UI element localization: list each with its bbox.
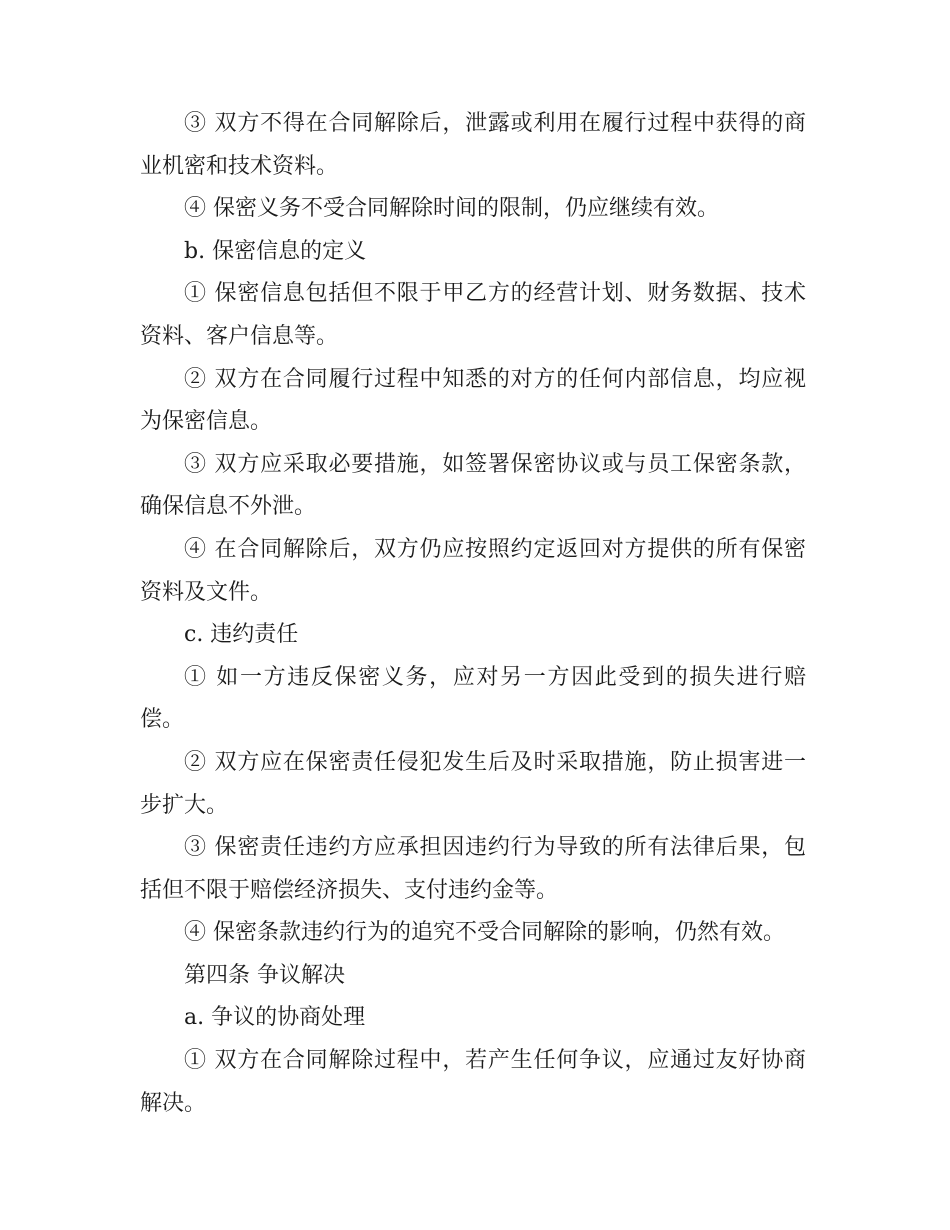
- paragraph: ③ 双方不得在合同解除后，泄露或利用在履行过程中获得的商业机密和技术资料。: [140, 111, 806, 179]
- paragraph: ④ 保密条款违约行为的追究不受合同解除的影响，仍然有效。: [184, 920, 785, 946]
- paragraph: ① 双方在合同解除过程中，若产生任何争议，应通过友好协商解决。: [140, 1048, 806, 1116]
- paragraph: ④ 保密义务不受合同解除时间的限制，仍应继续有效。: [184, 196, 719, 222]
- paragraph: ② 双方在合同履行过程中知悉的对方的任何内部信息，均应视为保密信息。: [140, 366, 806, 435]
- section-heading: b. 保密信息的定义: [184, 238, 367, 264]
- article-heading: 第四条 争议解决: [184, 962, 345, 988]
- paragraph: ③ 双方应采取必要措施，如签署保密协议或与员工保密条款，确保信息不外泄。: [140, 451, 806, 520]
- document-body: [140, 103, 806, 1125]
- paragraph: ② 双方应在保密责任侵犯发生后及时采取措施，防止损害进一步扩大。: [140, 749, 806, 818]
- section-heading: a. 争议的协商处理: [184, 1005, 366, 1031]
- paragraph: ① 保密信息包括但不限于甲乙方的经营计划、财务数据、技术资料、客户信息等。: [140, 281, 806, 349]
- section-heading: c. 违约责任: [184, 622, 299, 648]
- paragraph: ③ 保密责任违约方应承担因违约行为导致的所有法律后果，包括但不限于赔偿经济损失、支付违约金等。: [140, 835, 806, 903]
- paragraph: ④ 在合同解除后，双方仍应按照约定返回对方提供的所有保密资料及文件。: [140, 536, 806, 605]
- paragraph: ① 如一方违反保密义务，应对另一方因此受到的损失进行赔偿。: [140, 664, 806, 733]
